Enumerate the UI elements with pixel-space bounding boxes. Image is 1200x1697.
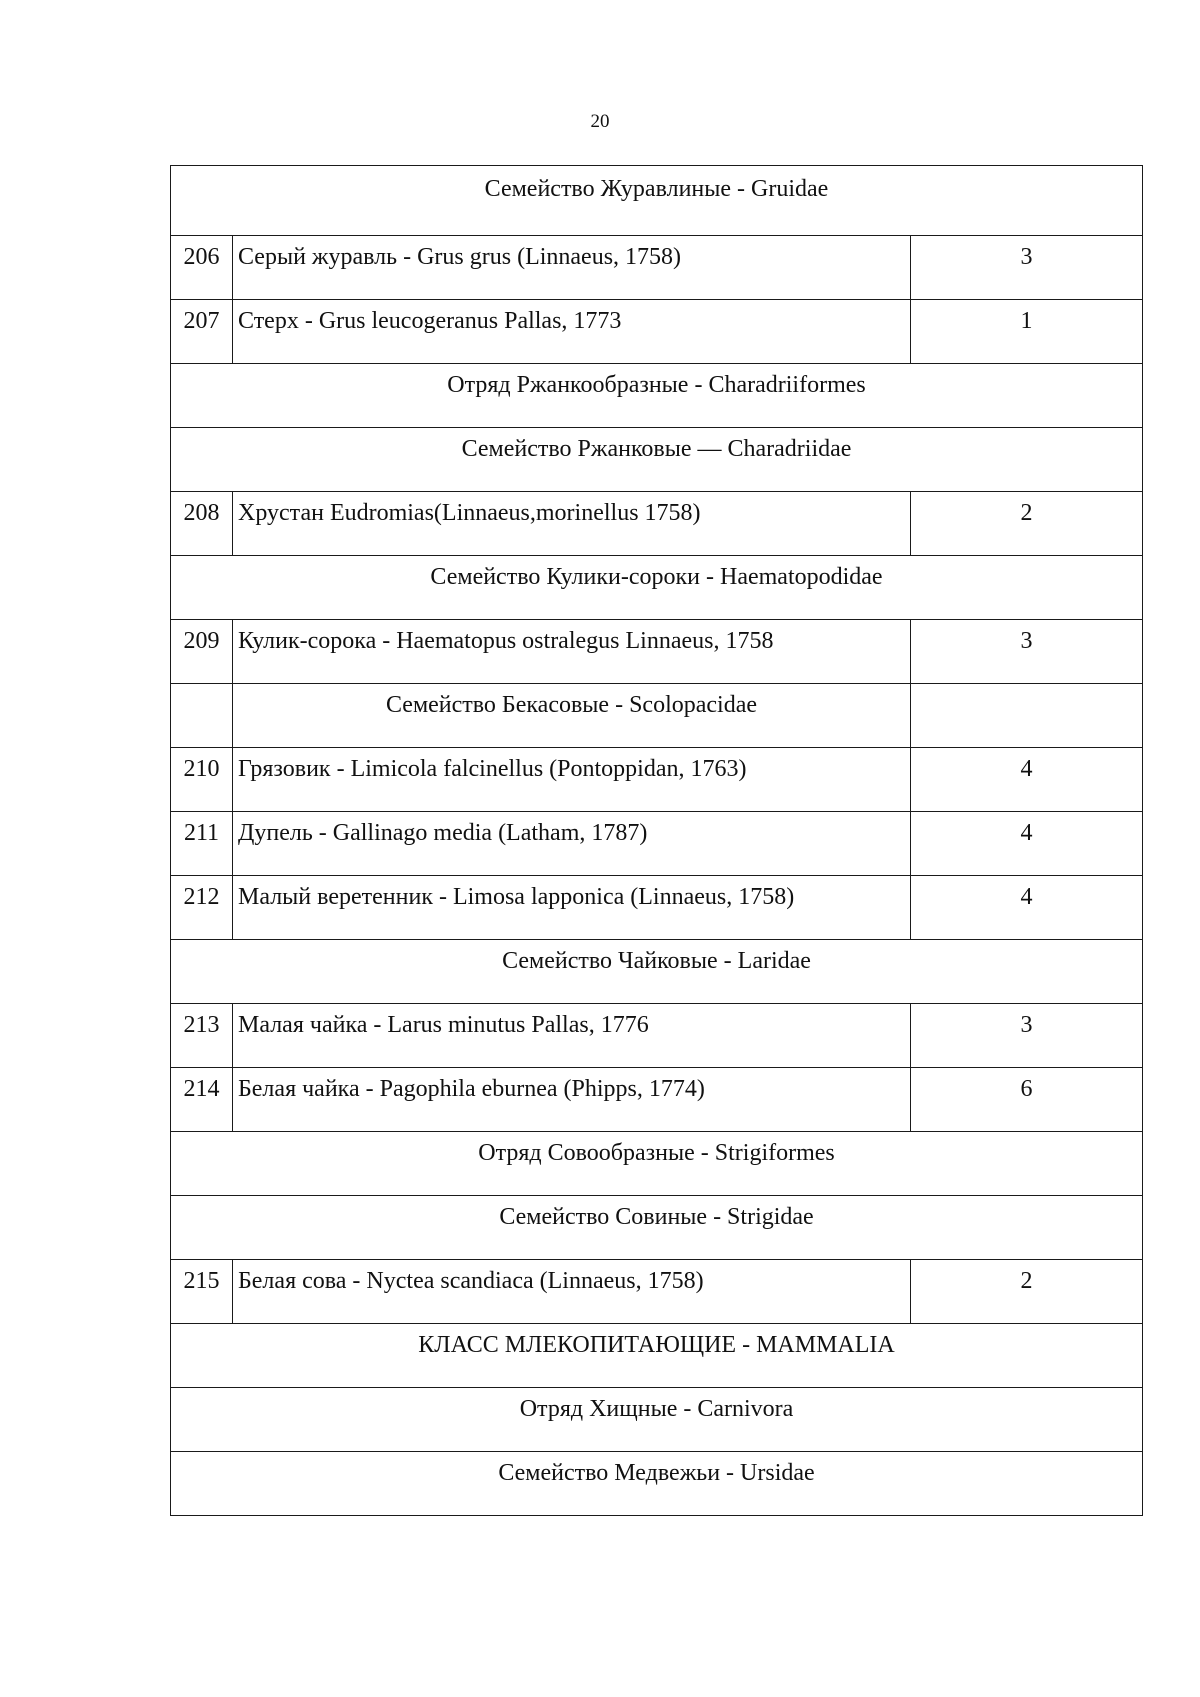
species-name: Белая сова - Nyctea scandiaca (Linnaeus, 1758)	[233, 1260, 911, 1324]
species-row	[171, 236, 1143, 300]
species-row	[171, 492, 1143, 556]
section-heading: КЛАСС МЛЕКОПИТАЮЩИЕ - MAMMALIA	[171, 1324, 1143, 1388]
species-number: 214	[171, 1068, 233, 1132]
section-heading: Семейство Медвежьи - Ursidae	[171, 1452, 1143, 1516]
species-number: 209	[171, 620, 233, 684]
species-name: Малая чайка - Larus minutus Pallas, 1776	[233, 1004, 911, 1068]
species-category: 1	[911, 300, 1143, 364]
section-heading: Отряд Ржанкообразные - Charadriiformes	[171, 364, 1143, 428]
species-number: 213	[171, 1004, 233, 1068]
species-number: 206	[171, 236, 233, 300]
empty-cell	[171, 684, 233, 748]
species-row	[171, 876, 1143, 940]
section-row	[171, 364, 1143, 428]
section-row	[171, 428, 1143, 492]
species-category: 3	[911, 1004, 1143, 1068]
species-number: 207	[171, 300, 233, 364]
species-name: Белая чайка - Pagophila eburnea (Phipps, 1774)	[233, 1068, 911, 1132]
species-category: 3	[911, 236, 1143, 300]
section-heading: Семейство Журавлиные - Gruidae	[171, 166, 1143, 236]
section-row	[171, 1324, 1143, 1388]
section-heading: Семейство Ржанковые — Charadriidae	[171, 428, 1143, 492]
page-number: 20	[590, 111, 610, 132]
section-row	[171, 556, 1143, 620]
section-heading: Отряд Совообразные - Strigiformes	[171, 1132, 1143, 1196]
section-heading: Отряд Хищные - Carnivora	[171, 1388, 1143, 1452]
species-row	[171, 1260, 1143, 1324]
species-category: 4	[911, 876, 1143, 940]
species-category: 2	[911, 492, 1143, 556]
species-name: Серый журавль - Grus grus (Linnaeus, 1758)	[233, 236, 911, 300]
species-row	[171, 1004, 1143, 1068]
species-number: 210	[171, 748, 233, 812]
family-heading: Семейство Бекасовые - Scolopacidae	[233, 684, 911, 748]
species-name: Грязовик - Limicola falcinellus (Pontoppidan, 1763)	[233, 748, 911, 812]
section-heading: Семейство Кулики-сороки - Haematopodidae	[171, 556, 1143, 620]
section-row	[171, 1132, 1143, 1196]
section-heading: Семейство Совиные - Strigidae	[171, 1196, 1143, 1260]
section-row	[171, 940, 1143, 1004]
section-row	[171, 166, 1143, 236]
species-row	[171, 748, 1143, 812]
species-category: 6	[911, 1068, 1143, 1132]
section-heading: Семейство Чайковые - Laridae	[171, 940, 1143, 1004]
species-name: Дупель - Gallinago media (Latham, 1787)	[233, 812, 911, 876]
species-row	[171, 300, 1143, 364]
species-category: 2	[911, 1260, 1143, 1324]
species-row	[171, 812, 1143, 876]
species-table	[170, 165, 1143, 1516]
section-row	[171, 1452, 1143, 1516]
species-row	[171, 620, 1143, 684]
family-row	[171, 684, 1143, 748]
section-row	[171, 1196, 1143, 1260]
section-row	[171, 1388, 1143, 1452]
species-category: 4	[911, 748, 1143, 812]
species-category: 4	[911, 812, 1143, 876]
species-number: 211	[171, 812, 233, 876]
species-row	[171, 1068, 1143, 1132]
species-number: 212	[171, 876, 233, 940]
empty-cell	[911, 684, 1143, 748]
species-name: Стерх - Grus leucogeranus Pallas, 1773	[233, 300, 911, 364]
species-category: 3	[911, 620, 1143, 684]
species-number: 215	[171, 1260, 233, 1324]
species-name: Хрустан Eudromias(Linnaeus,morinellus 1758)	[233, 492, 911, 556]
species-number: 208	[171, 492, 233, 556]
species-name: Кулик-сорока - Haematopus ostralegus Linnaeus, 1758	[233, 620, 911, 684]
species-name: Малый веретенник - Limosa lapponica (Linnaeus, 1758)	[233, 876, 911, 940]
